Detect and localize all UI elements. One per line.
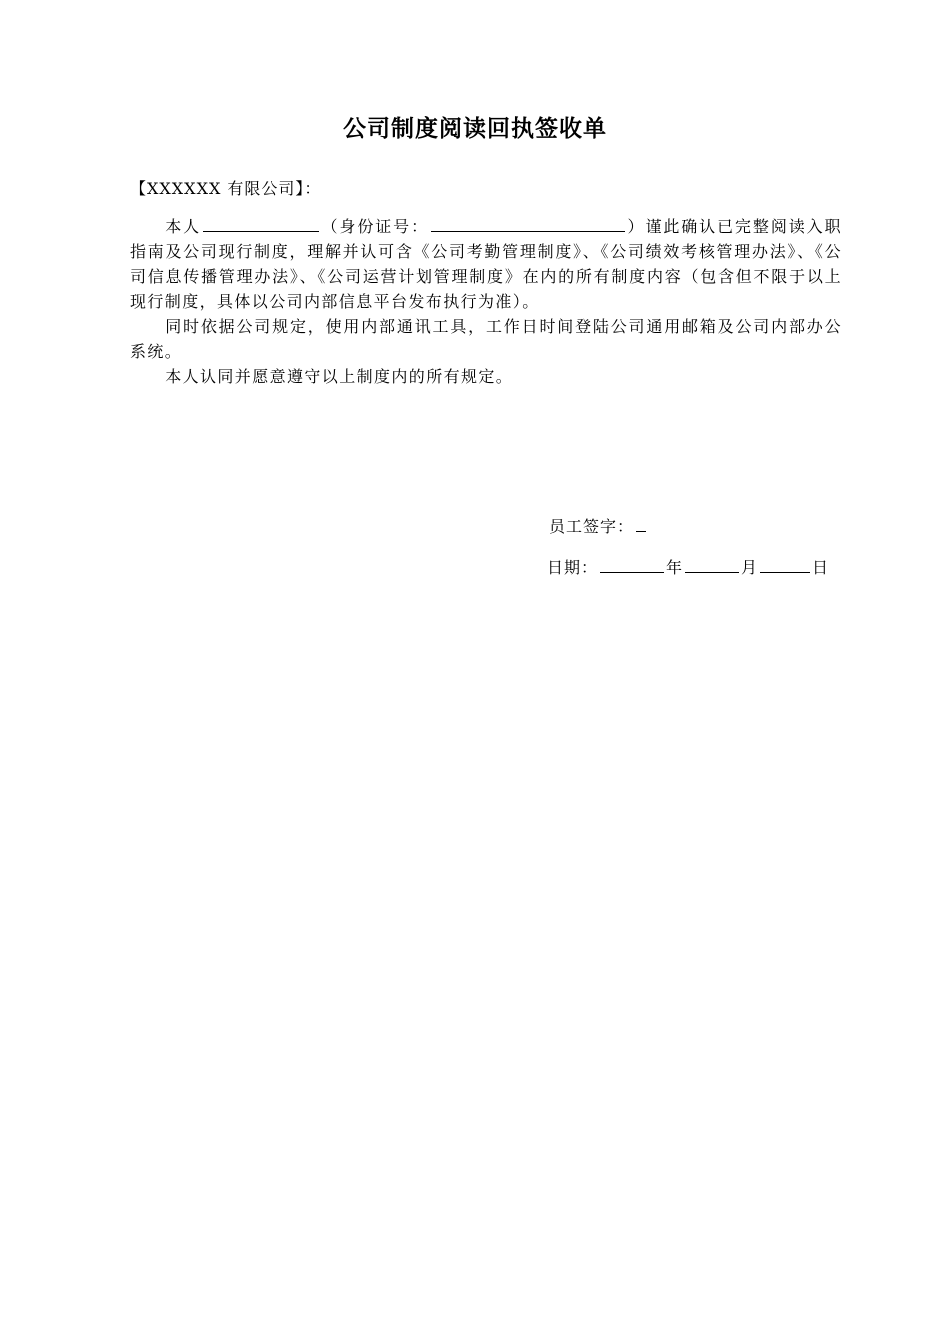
document-title: 公司制度阅读回执签收单 (343, 115, 607, 142)
paragraph-confirmation (130, 213, 842, 314)
month-blank-field[interactable] (685, 554, 739, 573)
month-label: 月 (741, 558, 759, 577)
year-label: 年 (666, 558, 684, 577)
document-body (130, 213, 842, 389)
confirmation-text: ）谨此确认已完整阅读入职指南及公司现行制度，理解并认可含《公司考勤管理制度》、《公司绩效考核管理办法》、《公司信息传播管理办法》、《公司运营计划管理制度》在内的所有制度内容（包含但不限于以上现行制度，具体以公司内部信息平台发布执行为准）。 (130, 217, 842, 311)
paragraph-usage: 同时依据公司规定，使用内部通讯工具，工作日时间登陆公司通用邮箱及公司内部办公系统。 (130, 317, 842, 361)
signature-label: 员工签字： (549, 517, 635, 536)
signature-blank-field[interactable] (636, 513, 646, 532)
signature-line (549, 513, 648, 537)
id-number-blank-field[interactable] (431, 213, 625, 232)
date-line (547, 554, 829, 578)
year-blank-field[interactable] (600, 554, 664, 573)
addressee-line: 【XXXXXX 有限公司】： (130, 179, 322, 198)
name-blank-field[interactable] (203, 213, 319, 232)
prefix-text: 本人 (165, 217, 202, 236)
day-label: 日 (812, 558, 830, 577)
date-label: 日期： (547, 558, 599, 577)
id-label: （身份证号： (321, 217, 430, 236)
day-blank-field[interactable] (760, 554, 810, 573)
paragraph-agreement: 本人认同并愿意遵守以上制度内的所有规定。 (165, 367, 514, 386)
